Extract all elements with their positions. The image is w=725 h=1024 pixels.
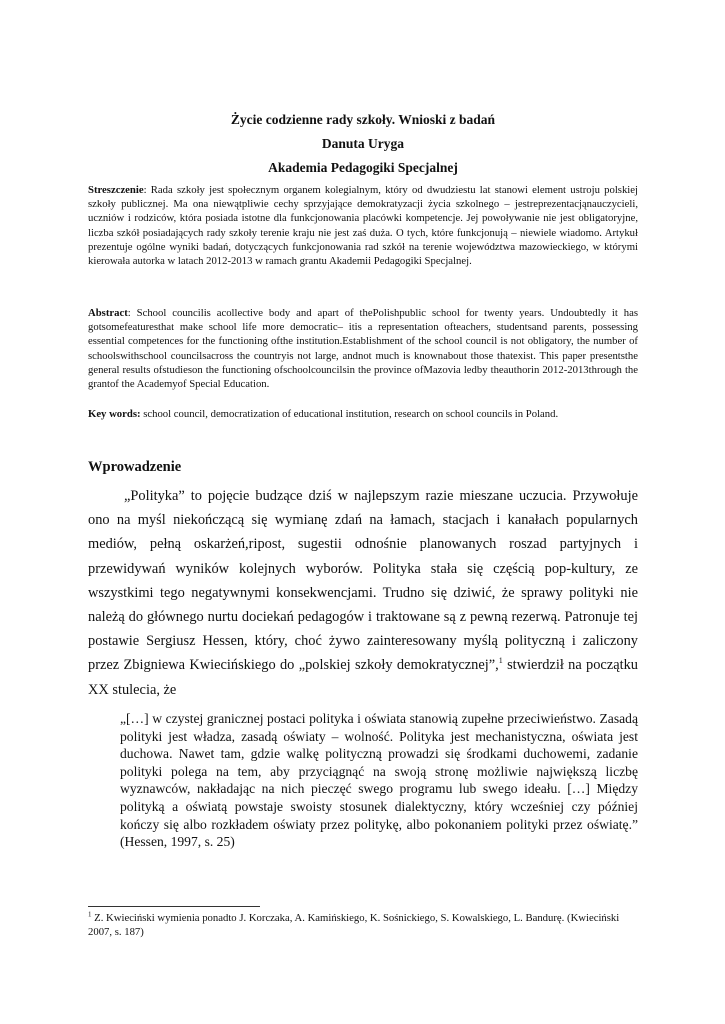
section-heading: Wprowadzenie bbox=[88, 459, 182, 475]
author-name: Danuta Uryga bbox=[321, 136, 405, 151]
block-quote: „[…] w czystej granicznej postaci polityka i oświata stanowią zupełne przeciwieństwo. Zasadą polityki jest władza, zasadą oświaty – wolność. Polityka jest mechanistyczna, oświata jest duchowa. Nawet tam, gdzie walkę polityczną prowadzi się środkami duchowemi, zadanie polityki polega na tem, aby przyciągnąć na swoją stronę możliwie największą liczbę wyznawców, nakładając na nich pieczęć swego programu lub swego ideału. […] Między polityką a oświatą powstaje swoisty stosunek dialektyczny, który wcześniej czy później kończy się albo rozkładem oświaty przez politykę, albo pokonaniem polityki przez oświatę.” (Hessen, 1997, s. 25) bbox=[120, 711, 638, 850]
affiliation: Akademia Pedagogiki Specjalnej bbox=[268, 160, 458, 175]
streszczenie-label: Streszczenie bbox=[88, 184, 144, 196]
streszczenie-text: : Rada szkoły jest społecznym organem kolegialnym, który od dwudziestu lat stanowi element ustroju polskiej szkoły publicznej. Ma ona niewątpliwie cechy sprzyjające demokratyzacji życia szkolnego – jestreprezentacjąnauczycieli, uczniów i rodziców, która posiada istotne dla funkcjonowania placówki kompetencje. Jej powoływanie nie jest obligatoryjne, liczba szkół posiadających rady szkoły terenie kraju nie jest zaś duża. O tych, które funkcjonują – niewiele wiadomo. Artykuł prezentuje ogólne wyniki badań, dotyczących funkcjonowania rad szkół na terenie województwa mazowieckiego, w którymi kierowała autorka w latach 2012-2013 w ramach grantu Akademii Pedagogiki Specjalnej. bbox=[88, 184, 638, 268]
footnote bbox=[88, 911, 638, 940]
paper-title: Życie codzienne rady szkoły. Wnioski z badań bbox=[230, 112, 496, 127]
intro-text-part2: stwierdził na początku XX stulecia, że bbox=[88, 657, 638, 698]
intro-paragraph bbox=[88, 484, 638, 702]
intro-text-part1: „Polityka” to pojęcie budzące dziś w najlepszym razie mieszane uczucia. Przywołuje ono na myśl niekończącą się wymianę zdań na łamach, stacjach i kanałach popularnych mediów, pełną oskarżeń,ripost, sugestii odnośnie planowanych roszad partyjnych i przewidywań wyników kolejnych wyborów. Polityka stała się częścią pop-kultury, ze wszystkimi tego negatywnymi konsekwencjami. Trudno się dziwić, że sprawy polityki nie należą do głównego nurtu dociekań pedagogów i traktowane są z pewną rezerwą. Patronuje tej postawie Sergiusz Hessen, który, choć żywo zainteresowany myślą polityczną i zaliczony przez Zbigniewa Kwiecińskiego do „polskiej szkoły demokratycznej”, bbox=[88, 488, 638, 674]
footnote-reference[interactable]: 1 bbox=[498, 656, 503, 666]
abstract-paragraph bbox=[88, 306, 638, 391]
footnote-mark: 1 bbox=[88, 910, 92, 919]
abstract-text: : School councilis acollective body and apart of thePolishpublic school for twenty years. Undoubtedly it has gotsomefeaturesthat make school life more democratic– itis a representation ofteachers, studentsand parents, possessing essential competences for the functioning ofthe institution.Establishment of the school council is not obligatory, the number of schoolswithschool councilsacross the countryis not large, andnot much is knownabout those thatexist. This paper presentsthe general results ofstudieson the functioning ofschoolcouncilsin the province ofMazovia ledby theauthorin 2012-2013through the grantof the Academyof Special Education. bbox=[88, 307, 638, 391]
abstract-label: Abstract bbox=[88, 307, 128, 319]
keywords-label: Key words: bbox=[88, 408, 141, 420]
streszczenie-paragraph bbox=[88, 183, 638, 268]
footnote-text: Z. Kwieciński wymienia ponadto J. Korczaka, A. Kamińskiego, K. Sośnickiego, S. Kowalskiego, L. Bandurę. (Kwieciński 2007, s. 187) bbox=[88, 912, 620, 939]
footnote-divider bbox=[88, 906, 260, 907]
keywords-paragraph bbox=[88, 407, 638, 421]
keywords-text: school council, democratization of educational institution, research on school councils in Poland. bbox=[140, 408, 559, 420]
